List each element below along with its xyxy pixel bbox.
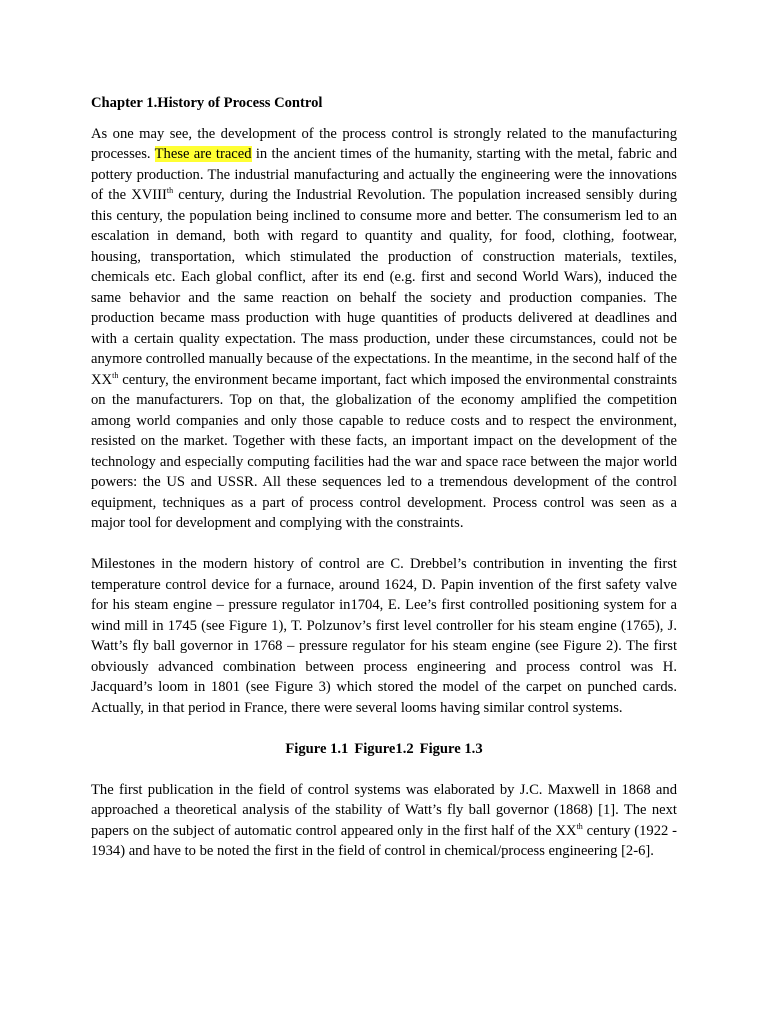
paragraph-intro-text-start: As one may see, the development of the process control is strongly related to the manufacturing processes. (91, 125, 677, 162)
document-page (91, 93, 677, 862)
superscript-th: th (166, 186, 174, 195)
paragraph-spacer (91, 718, 677, 739)
figure-captions (91, 739, 677, 760)
superscript-th: th (112, 370, 119, 380)
superscript-th: th (576, 821, 583, 831)
chapter-title: Chapter 1.History of Process Control (91, 95, 323, 111)
paragraph-spacer (91, 534, 677, 555)
paragraph-publications-text-b: century (1922 - 1934) and have to be noted the first in the field of control in chemical/process engineering [2-6]. (91, 822, 677, 859)
figure-caption-2: Figure1.2 (354, 740, 414, 757)
paragraph-publications (91, 780, 677, 862)
paragraph-intro-text-a: in the ancient times of the humanity, starting with the metal, fabric and pottery production. The industrial manufacturing and actually the engineering were the innovations of the XVIII (91, 146, 677, 203)
paragraph-intro-text-b: century, during the Industrial Revolution. The population increased sensibly during this century, the population being inclined to consume more and better. The consumerism led to an escalation in demand, both with regard to quantity and quality, for food, clothing, footwear, housing, transportation, which stimulated the production of construction materials, textiles, chemicals etc. Each global conflict, after its end (e.g. first and second World Wars), induced the same behavior and the same reaction on behalf the society and production companies. The production became mass production with huge quantities of products delivered at deadlines and with a certain quality expectation. The mass production, under these circumstances, could not be anymore controlled manually because of the expectations. In the meantime, in the second half of the XX (91, 187, 677, 388)
figure-caption-3: Figure 1.3 (419, 740, 483, 757)
paragraph-spacer (91, 759, 677, 780)
paragraph-intro-text-c: century, the environment became important, fact which imposed the environmental constraints on the manufacturers. Top on that, the globalization of the economy amplified the competition among world companies and only those capable to reduce costs and to respect the environment, resisted on the market. Together with these facts, an important impact on the development of the technology and especially computing facilities had the war and space race between the major world powers: the US and USSR. All these sequences led to a tremendous development of the control equipment, techniques as a part of process control development. Process control was seen as a major tool for development and complying with the constraints. (91, 371, 677, 531)
paragraph-intro (91, 124, 677, 534)
paragraph-milestones: Milestones in the modern history of control are C. Drebbel’s contribution in inventing the first temperature control device for a furnace, around 1624, D. Papin invention of the first safety valve for his steam engine – pressure regulator in1704, E. Lee’s first controlled positioning system for a wind mill in 1745 (see Figure 1), T. Polzunov’s first level controller for his steam engine (1765), J. Watt’s fly ball governor in 1768 – pressure regulator for his steam engine (see Figure 2). The first obviously advanced combination between process engineering and process control was H. Jacquard’s loom in 1801 (see Figure 3) which stored the model of the carpet on punched cards. Actually, in that period in France, there were several looms having similar control systems. (91, 556, 677, 716)
highlighted-text: These are traced (154, 146, 252, 162)
paragraph-publications-text-a: The first publication in the field of control systems was elaborated by J.C. Maxwell in 1868 and approached a theoretical analysis of the stability of Watt’s fly ball governor (1868) [1]. The next papers on the subject of automatic control appeared only in the first half of the XX (91, 781, 677, 839)
figure-caption-1: Figure 1.1 (285, 740, 349, 757)
